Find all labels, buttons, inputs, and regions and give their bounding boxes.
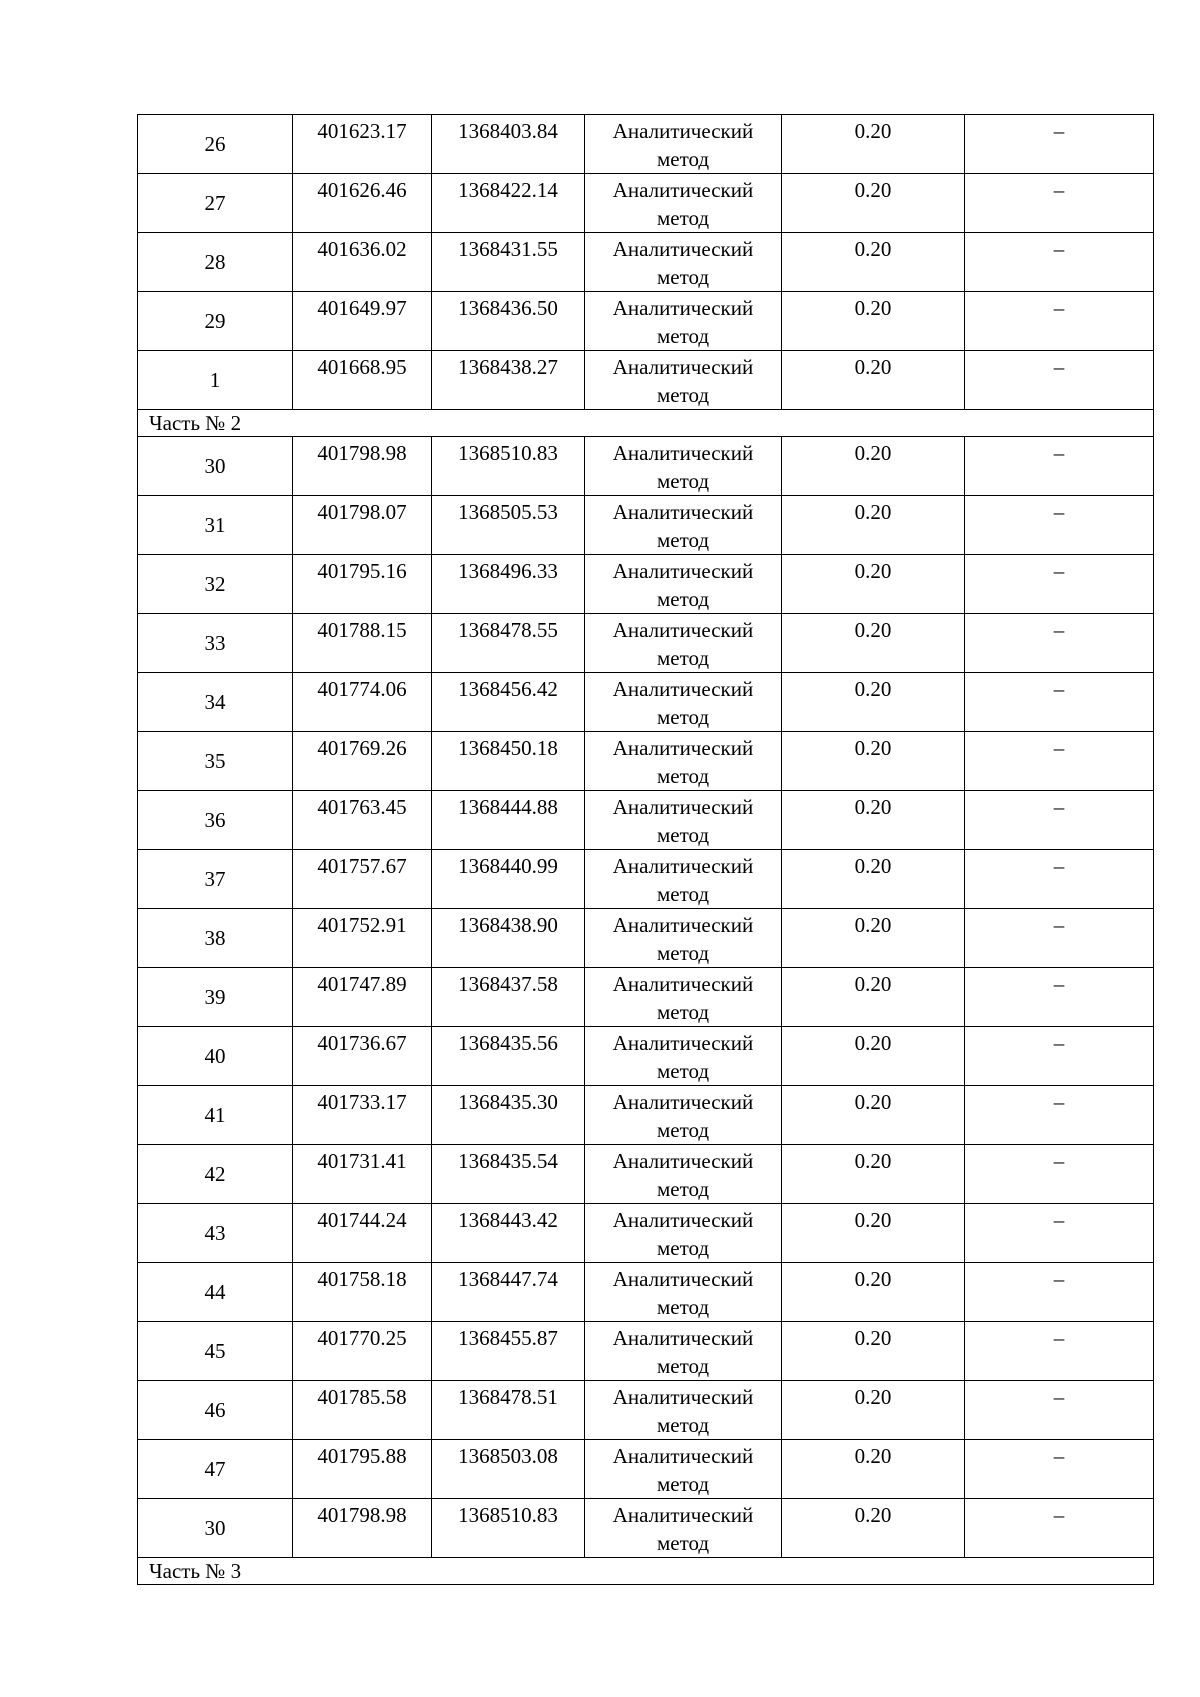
accuracy-cell: 0.20 — [782, 968, 965, 1027]
point-number-cell: 26 — [138, 115, 293, 174]
method-text-line2: метод — [656, 1472, 710, 1496]
method-text-line1: Аналитический — [612, 1208, 754, 1232]
table-row — [138, 555, 1154, 614]
x-coordinate-cell: 401769.26 — [293, 732, 432, 791]
method-text-line1: Аналитический — [612, 1444, 754, 1468]
point-number-cell: 45 — [138, 1322, 293, 1381]
coordinates-table-body — [138, 115, 1154, 1585]
method-text-line2: метод — [656, 882, 710, 906]
description-cell: – — [965, 174, 1154, 233]
description-cell: – — [965, 614, 1154, 673]
method-text-line2: метод — [656, 528, 710, 552]
point-number-cell: 42 — [138, 1145, 293, 1204]
point-number-cell: 39 — [138, 968, 293, 1027]
accuracy-cell: 0.20 — [782, 437, 965, 496]
description-cell: – — [965, 1027, 1154, 1086]
x-coordinate-cell: 401798.98 — [293, 1499, 432, 1558]
point-number-cell: 35 — [138, 732, 293, 791]
method-text-line1: Аналитический — [612, 972, 754, 996]
method-text-line1: Аналитический — [612, 296, 754, 320]
method-cell — [585, 1145, 782, 1204]
point-number-cell: 40 — [138, 1027, 293, 1086]
method-text-line2: метод — [656, 1295, 710, 1319]
x-coordinate-cell: 401747.89 — [293, 968, 432, 1027]
y-coordinate-cell: 1368443.42 — [432, 1204, 585, 1263]
method-cell — [585, 437, 782, 496]
point-number-cell: 47 — [138, 1440, 293, 1499]
accuracy-cell: 0.20 — [782, 351, 965, 410]
method-text-line2: метод — [656, 764, 710, 788]
accuracy-cell: 0.20 — [782, 1086, 965, 1145]
method-text-line1: Аналитический — [612, 1503, 754, 1527]
table-row — [138, 351, 1154, 410]
description-cell: – — [965, 909, 1154, 968]
method-text-line1: Аналитический — [612, 1326, 754, 1350]
point-number-cell: 41 — [138, 1086, 293, 1145]
point-number-cell: 34 — [138, 673, 293, 732]
table-row — [138, 1204, 1154, 1263]
method-text-line2: метод — [656, 265, 710, 289]
method-text-line1: Аналитический — [612, 237, 754, 261]
y-coordinate-cell: 1368478.51 — [432, 1381, 585, 1440]
method-cell — [585, 115, 782, 174]
table-row — [138, 614, 1154, 673]
description-cell: – — [965, 732, 1154, 791]
method-text-line1: Аналитический — [612, 618, 754, 642]
x-coordinate-cell: 401763.45 — [293, 791, 432, 850]
part-heading: Часть № 2 — [138, 410, 1154, 437]
y-coordinate-cell: 1368435.30 — [432, 1086, 585, 1145]
description-cell: – — [965, 1204, 1154, 1263]
point-number-cell: 36 — [138, 791, 293, 850]
method-text-line2: метод — [656, 1059, 710, 1083]
accuracy-cell: 0.20 — [782, 850, 965, 909]
y-coordinate-cell: 1368444.88 — [432, 791, 585, 850]
accuracy-cell: 0.20 — [782, 1263, 965, 1322]
y-coordinate-cell: 1368435.54 — [432, 1145, 585, 1204]
y-coordinate-cell: 1368440.99 — [432, 850, 585, 909]
description-cell: – — [965, 555, 1154, 614]
y-coordinate-cell: 1368438.27 — [432, 351, 585, 410]
x-coordinate-cell: 401758.18 — [293, 1263, 432, 1322]
method-text-line2: метод — [656, 823, 710, 847]
accuracy-cell: 0.20 — [782, 791, 965, 850]
y-coordinate-cell: 1368450.18 — [432, 732, 585, 791]
method-cell — [585, 1263, 782, 1322]
method-cell — [585, 614, 782, 673]
y-coordinate-cell: 1368438.90 — [432, 909, 585, 968]
method-cell — [585, 732, 782, 791]
table-row — [138, 1086, 1154, 1145]
x-coordinate-cell: 401788.15 — [293, 614, 432, 673]
y-coordinate-cell: 1368496.33 — [432, 555, 585, 614]
y-coordinate-cell: 1368478.55 — [432, 614, 585, 673]
accuracy-cell: 0.20 — [782, 115, 965, 174]
method-text-line1: Аналитический — [612, 178, 754, 202]
point-number-cell: 31 — [138, 496, 293, 555]
method-text-line2: метод — [656, 1354, 710, 1378]
table-row — [138, 174, 1154, 233]
accuracy-cell: 0.20 — [782, 1440, 965, 1499]
y-coordinate-cell: 1368510.83 — [432, 437, 585, 496]
description-cell: – — [965, 351, 1154, 410]
table-row — [138, 292, 1154, 351]
x-coordinate-cell: 401636.02 — [293, 233, 432, 292]
method-cell — [585, 555, 782, 614]
description-cell: – — [965, 1086, 1154, 1145]
method-text-line2: метод — [656, 1000, 710, 1024]
table-row — [138, 732, 1154, 791]
table-row — [138, 1145, 1154, 1204]
accuracy-cell: 0.20 — [782, 496, 965, 555]
method-text-line2: метод — [656, 1413, 710, 1437]
x-coordinate-cell: 401668.95 — [293, 351, 432, 410]
point-number-cell: 29 — [138, 292, 293, 351]
accuracy-cell: 0.20 — [782, 1322, 965, 1381]
method-cell — [585, 174, 782, 233]
method-cell — [585, 1499, 782, 1558]
x-coordinate-cell: 401744.24 — [293, 1204, 432, 1263]
x-coordinate-cell: 401733.17 — [293, 1086, 432, 1145]
point-number-cell: 38 — [138, 909, 293, 968]
y-coordinate-cell: 1368436.50 — [432, 292, 585, 351]
method-text-line2: метод — [656, 1118, 710, 1142]
description-cell: – — [965, 673, 1154, 732]
y-coordinate-cell: 1368503.08 — [432, 1440, 585, 1499]
description-cell: – — [965, 850, 1154, 909]
description-cell: – — [965, 1381, 1154, 1440]
accuracy-cell: 0.20 — [782, 614, 965, 673]
x-coordinate-cell: 401795.16 — [293, 555, 432, 614]
y-coordinate-cell: 1368403.84 — [432, 115, 585, 174]
method-text-line1: Аналитический — [612, 1149, 754, 1173]
method-text-line2: метод — [656, 646, 710, 670]
description-cell: – — [965, 437, 1154, 496]
method-text-line2: метод — [656, 147, 710, 171]
accuracy-cell: 0.20 — [782, 292, 965, 351]
table-row — [138, 791, 1154, 850]
accuracy-cell: 0.20 — [782, 1027, 965, 1086]
method-cell — [585, 1381, 782, 1440]
x-coordinate-cell: 401774.06 — [293, 673, 432, 732]
point-number-cell: 28 — [138, 233, 293, 292]
y-coordinate-cell: 1368456.42 — [432, 673, 585, 732]
y-coordinate-cell: 1368431.55 — [432, 233, 585, 292]
method-cell — [585, 233, 782, 292]
accuracy-cell: 0.20 — [782, 555, 965, 614]
description-cell: – — [965, 791, 1154, 850]
method-cell — [585, 673, 782, 732]
description-cell: – — [965, 1499, 1154, 1558]
x-coordinate-cell: 401798.98 — [293, 437, 432, 496]
method-cell — [585, 1440, 782, 1499]
accuracy-cell: 0.20 — [782, 233, 965, 292]
method-text-line2: метод — [656, 324, 710, 348]
point-number-cell: 44 — [138, 1263, 293, 1322]
description-cell: – — [965, 233, 1154, 292]
accuracy-cell: 0.20 — [782, 909, 965, 968]
x-coordinate-cell: 401649.97 — [293, 292, 432, 351]
point-number-cell: 33 — [138, 614, 293, 673]
table-row — [138, 1440, 1154, 1499]
point-number-cell: 37 — [138, 850, 293, 909]
point-number-cell: 43 — [138, 1204, 293, 1263]
table-row — [138, 909, 1154, 968]
method-text-line2: метод — [656, 1531, 710, 1555]
method-text-line1: Аналитический — [612, 1031, 754, 1055]
method-text-line2: метод — [656, 383, 710, 407]
description-cell: – — [965, 1322, 1154, 1381]
table-row — [138, 1027, 1154, 1086]
y-coordinate-cell: 1368422.14 — [432, 174, 585, 233]
method-text-line2: метод — [656, 206, 710, 230]
method-text-line2: метод — [656, 587, 710, 611]
part-heading: Часть № 3 — [138, 1558, 1154, 1585]
point-number-cell: 1 — [138, 351, 293, 410]
accuracy-cell: 0.20 — [782, 1145, 965, 1204]
method-text-line1: Аналитический — [612, 854, 754, 878]
x-coordinate-cell: 401770.25 — [293, 1322, 432, 1381]
method-text-line2: метод — [656, 941, 710, 965]
point-number-cell: 30 — [138, 437, 293, 496]
method-cell — [585, 292, 782, 351]
accuracy-cell: 0.20 — [782, 732, 965, 791]
table-row — [138, 1322, 1154, 1381]
point-number-cell: 30 — [138, 1499, 293, 1558]
description-cell: – — [965, 1145, 1154, 1204]
y-coordinate-cell: 1368510.83 — [432, 1499, 585, 1558]
method-cell — [585, 1086, 782, 1145]
x-coordinate-cell: 401623.17 — [293, 115, 432, 174]
table-row — [138, 233, 1154, 292]
method-text-line1: Аналитический — [612, 1267, 754, 1291]
y-coordinate-cell: 1368455.87 — [432, 1322, 585, 1381]
y-coordinate-cell: 1368447.74 — [432, 1263, 585, 1322]
x-coordinate-cell: 401757.67 — [293, 850, 432, 909]
method-text-line1: Аналитический — [612, 1090, 754, 1114]
method-text-line1: Аналитический — [612, 913, 754, 937]
x-coordinate-cell: 401798.07 — [293, 496, 432, 555]
y-coordinate-cell: 1368435.56 — [432, 1027, 585, 1086]
y-coordinate-cell: 1368437.58 — [432, 968, 585, 1027]
method-cell — [585, 1322, 782, 1381]
accuracy-cell: 0.20 — [782, 1499, 965, 1558]
x-coordinate-cell: 401736.67 — [293, 1027, 432, 1086]
part-heading-row — [138, 1558, 1154, 1585]
accuracy-cell: 0.20 — [782, 1381, 965, 1440]
x-coordinate-cell: 401752.91 — [293, 909, 432, 968]
point-number-cell: 27 — [138, 174, 293, 233]
table-row — [138, 437, 1154, 496]
coordinates-table — [137, 114, 1154, 1585]
method-text-line1: Аналитический — [612, 677, 754, 701]
table-row — [138, 673, 1154, 732]
method-cell — [585, 1027, 782, 1086]
part-heading-row — [138, 410, 1154, 437]
description-cell: – — [965, 968, 1154, 1027]
x-coordinate-cell: 401795.88 — [293, 1440, 432, 1499]
table-row — [138, 968, 1154, 1027]
accuracy-cell: 0.20 — [782, 174, 965, 233]
method-text-line2: метод — [656, 1236, 710, 1260]
accuracy-cell: 0.20 — [782, 673, 965, 732]
method-cell — [585, 351, 782, 410]
method-cell — [585, 968, 782, 1027]
description-cell: – — [965, 496, 1154, 555]
method-text-line2: метод — [656, 469, 710, 493]
method-text-line1: Аналитический — [612, 1385, 754, 1409]
method-cell — [585, 1204, 782, 1263]
method-cell — [585, 791, 782, 850]
x-coordinate-cell: 401731.41 — [293, 1145, 432, 1204]
point-number-cell: 46 — [138, 1381, 293, 1440]
method-text-line1: Аналитический — [612, 119, 754, 143]
table-row — [138, 1381, 1154, 1440]
method-text-line1: Аналитический — [612, 795, 754, 819]
method-text-line2: метод — [656, 1177, 710, 1201]
accuracy-cell: 0.20 — [782, 1204, 965, 1263]
table-row — [138, 1499, 1154, 1558]
method-text-line1: Аналитический — [612, 355, 754, 379]
method-cell — [585, 496, 782, 555]
method-text-line1: Аналитический — [612, 500, 754, 524]
y-coordinate-cell: 1368505.53 — [432, 496, 585, 555]
x-coordinate-cell: 401785.58 — [293, 1381, 432, 1440]
description-cell: – — [965, 1263, 1154, 1322]
method-text-line1: Аналитический — [612, 441, 754, 465]
table-row — [138, 1263, 1154, 1322]
table-row — [138, 115, 1154, 174]
table-row — [138, 850, 1154, 909]
description-cell: – — [965, 292, 1154, 351]
method-text-line1: Аналитический — [612, 736, 754, 760]
description-cell: – — [965, 1440, 1154, 1499]
table-row — [138, 496, 1154, 555]
method-cell — [585, 909, 782, 968]
description-cell: – — [965, 115, 1154, 174]
method-cell — [585, 850, 782, 909]
method-text-line2: метод — [656, 705, 710, 729]
point-number-cell: 32 — [138, 555, 293, 614]
x-coordinate-cell: 401626.46 — [293, 174, 432, 233]
method-text-line1: Аналитический — [612, 559, 754, 583]
